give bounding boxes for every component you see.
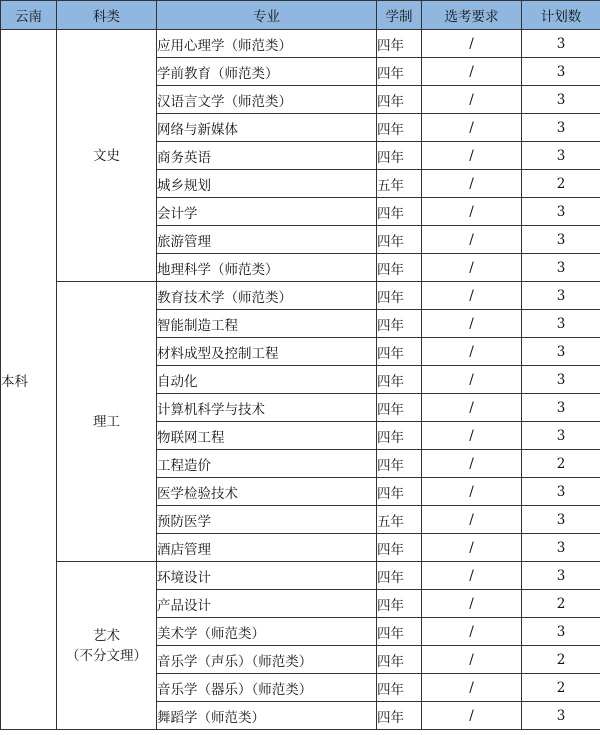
major-cell: 美术学（师范类） <box>157 618 377 646</box>
plan-count-cell: 3 <box>522 394 600 422</box>
duration-cell: 四年 <box>377 30 422 58</box>
table-row <box>1 30 600 58</box>
subject-requirement-cell: / <box>422 170 522 198</box>
category-cell <box>57 30 157 282</box>
duration-cell: 四年 <box>377 590 422 618</box>
major-cell: 汉语言文学（师范类） <box>157 86 377 114</box>
plan-count-cell: 2 <box>522 646 600 674</box>
plan-count-cell: 3 <box>522 254 600 282</box>
duration-cell: 四年 <box>377 478 422 506</box>
major-cell: 音乐学（声乐）（师范类） <box>157 646 377 674</box>
subject-requirement-cell: / <box>422 618 522 646</box>
table-row <box>1 282 600 310</box>
subject-requirement-cell: / <box>422 282 522 310</box>
category-label: 文史 <box>93 147 120 164</box>
subject-requirement-cell: / <box>422 226 522 254</box>
major-cell: 学前教育（师范类） <box>157 58 377 86</box>
major-cell: 舞蹈学（师范类） <box>157 702 377 730</box>
plan-count-cell: 2 <box>522 590 600 618</box>
subject-requirement-cell: / <box>422 114 522 142</box>
major-cell: 工程造价 <box>157 450 377 478</box>
header-subject-requirement: 选考要求 <box>422 1 522 30</box>
duration-cell: 四年 <box>377 562 422 590</box>
subject-requirement-cell: / <box>422 506 522 534</box>
duration-cell: 四年 <box>377 86 422 114</box>
duration-cell: 四年 <box>377 310 422 338</box>
plan-count-cell: 3 <box>522 198 600 226</box>
plan-count-cell: 3 <box>522 30 600 58</box>
subject-requirement-cell: / <box>422 590 522 618</box>
duration-cell: 四年 <box>377 646 422 674</box>
duration-cell: 五年 <box>377 170 422 198</box>
plan-count-cell: 3 <box>522 226 600 254</box>
plan-count-cell: 2 <box>522 450 600 478</box>
duration-cell: 四年 <box>377 198 422 226</box>
subject-requirement-cell: / <box>422 254 522 282</box>
subject-requirement-cell: / <box>422 30 522 58</box>
subject-requirement-cell: / <box>422 534 522 562</box>
major-cell: 预防医学 <box>157 506 377 534</box>
subject-requirement-cell: / <box>422 366 522 394</box>
plan-count-cell: 2 <box>522 674 600 702</box>
category-label: 理工 <box>93 413 120 430</box>
plan-count-cell: 2 <box>522 170 600 198</box>
duration-cell: 四年 <box>377 282 422 310</box>
plan-count-cell: 3 <box>522 114 600 142</box>
subject-requirement-cell: / <box>422 198 522 226</box>
major-cell: 计算机科学与技术 <box>157 394 377 422</box>
category-label: 艺术 <box>93 627 120 644</box>
duration-cell: 四年 <box>377 226 422 254</box>
plan-count-cell: 3 <box>522 562 600 590</box>
plan-count-cell: 3 <box>522 338 600 366</box>
major-cell: 城乡规划 <box>157 170 377 198</box>
plan-count-cell: 3 <box>522 506 600 534</box>
duration-cell: 四年 <box>377 450 422 478</box>
subject-requirement-cell: / <box>422 562 522 590</box>
major-cell: 商务英语 <box>157 142 377 170</box>
header-duration: 学制 <box>377 1 422 30</box>
major-cell: 酒店管理 <box>157 534 377 562</box>
major-cell: 材料成型及控制工程 <box>157 338 377 366</box>
major-cell: 医学检验技术 <box>157 478 377 506</box>
subject-requirement-cell: / <box>422 422 522 450</box>
duration-cell: 四年 <box>377 702 422 730</box>
duration-cell: 五年 <box>377 506 422 534</box>
header-plan-count: 计划数 <box>522 1 600 30</box>
plan-count-cell: 3 <box>522 282 600 310</box>
duration-cell: 四年 <box>377 58 422 86</box>
duration-cell: 四年 <box>377 338 422 366</box>
major-cell: 旅游管理 <box>157 226 377 254</box>
major-cell: 环境设计 <box>157 562 377 590</box>
header-category: 科类 <box>57 1 157 30</box>
subject-requirement-cell: / <box>422 674 522 702</box>
category-cell <box>57 282 157 562</box>
major-cell: 教育技术学（师范类） <box>157 282 377 310</box>
major-cell: 应用心理学（师范类） <box>157 30 377 58</box>
major-cell: 会计学 <box>157 198 377 226</box>
subject-requirement-cell: / <box>422 646 522 674</box>
category-cell <box>57 562 157 730</box>
plan-count-cell: 3 <box>522 366 600 394</box>
plan-count-cell: 3 <box>522 142 600 170</box>
plan-count-cell: 3 <box>522 534 600 562</box>
plan-count-cell: 3 <box>522 310 600 338</box>
major-cell: 物联网工程 <box>157 422 377 450</box>
subject-requirement-cell: / <box>422 702 522 730</box>
table-row <box>1 562 600 590</box>
subject-requirement-cell: / <box>422 142 522 170</box>
plan-count-cell: 3 <box>522 422 600 450</box>
subject-requirement-cell: / <box>422 58 522 86</box>
subject-requirement-cell: / <box>422 86 522 114</box>
duration-cell: 四年 <box>377 394 422 422</box>
plan-count-cell: 3 <box>522 618 600 646</box>
duration-cell: 四年 <box>377 674 422 702</box>
subject-requirement-cell: / <box>422 338 522 366</box>
table-body <box>1 30 600 730</box>
plan-count-cell: 3 <box>522 702 600 730</box>
duration-cell: 四年 <box>377 254 422 282</box>
duration-cell: 四年 <box>377 366 422 394</box>
subject-requirement-cell: / <box>422 478 522 506</box>
duration-cell: 四年 <box>377 422 422 450</box>
duration-cell: 四年 <box>377 142 422 170</box>
header-major: 专业 <box>157 1 377 30</box>
plan-count-cell: 3 <box>522 478 600 506</box>
subject-requirement-cell: / <box>422 310 522 338</box>
header-region: 云南 <box>1 1 57 30</box>
duration-cell: 四年 <box>377 618 422 646</box>
major-cell: 智能制造工程 <box>157 310 377 338</box>
duration-cell: 四年 <box>377 114 422 142</box>
plan-count-cell: 3 <box>522 86 600 114</box>
duration-cell: 四年 <box>377 534 422 562</box>
category-label: （不分文理） <box>66 647 147 664</box>
plan-count-cell: 3 <box>522 58 600 86</box>
major-cell: 地理科学（师范类） <box>157 254 377 282</box>
level-cell: 本科 <box>1 30 57 730</box>
major-cell: 网络与新媒体 <box>157 114 377 142</box>
header-row <box>1 1 600 30</box>
subject-requirement-cell: / <box>422 394 522 422</box>
major-cell: 产品设计 <box>157 590 377 618</box>
subject-requirement-cell: / <box>422 450 522 478</box>
major-cell: 自动化 <box>157 366 377 394</box>
major-cell: 音乐学（器乐）（师范类） <box>157 674 377 702</box>
